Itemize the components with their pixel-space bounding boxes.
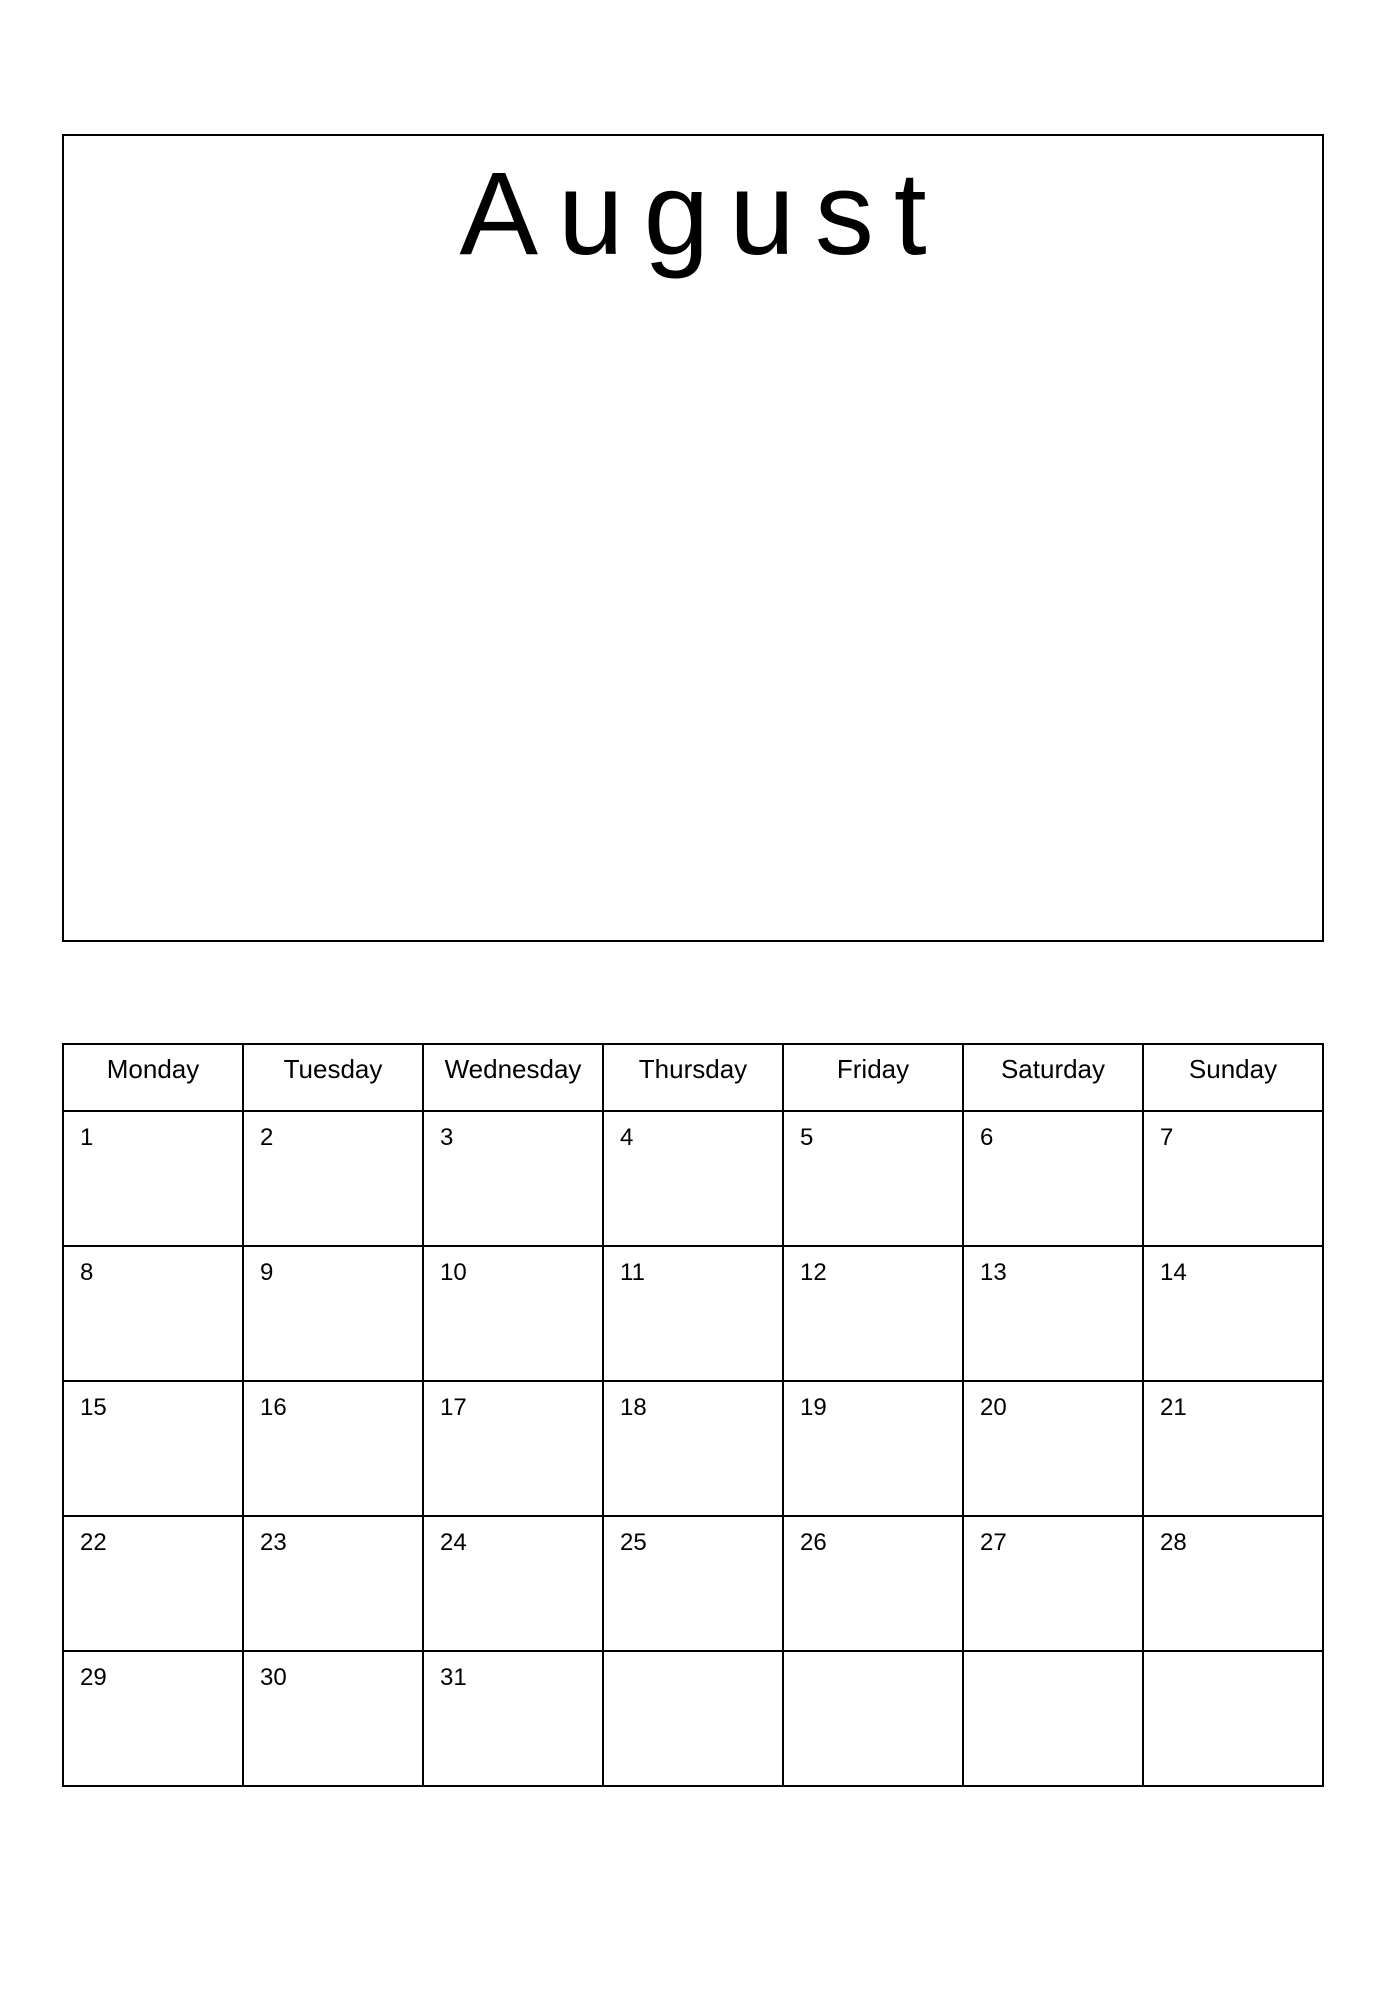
day-cell: 18 [603, 1381, 783, 1516]
day-cell: 4 [603, 1111, 783, 1246]
day-cell: 11 [603, 1246, 783, 1381]
day-cell: 13 [963, 1246, 1143, 1381]
day-cell: 6 [963, 1111, 1143, 1246]
day-cell: 19 [783, 1381, 963, 1516]
day-cell: 23 [243, 1516, 423, 1651]
month-title: August [459, 148, 947, 280]
day-cell: 9 [243, 1246, 423, 1381]
day-cell: 15 [63, 1381, 243, 1516]
day-cell: 16 [243, 1381, 423, 1516]
weekday-header: Tuesday [243, 1044, 423, 1111]
day-cell: 3 [423, 1111, 603, 1246]
day-cell: 24 [423, 1516, 603, 1651]
day-cell: 21 [1143, 1381, 1323, 1516]
day-cell: 2 [243, 1111, 423, 1246]
weekday-header: Wednesday [423, 1044, 603, 1111]
day-cell: 14 [1143, 1246, 1323, 1381]
photo-frame [62, 134, 1324, 942]
day-cell: 1 [63, 1111, 243, 1246]
day-cell: 8 [63, 1246, 243, 1381]
week-row [63, 1381, 1323, 1516]
day-cell [783, 1651, 963, 1786]
day-cell [963, 1651, 1143, 1786]
day-cell: 30 [243, 1651, 423, 1786]
day-cell [603, 1651, 783, 1786]
day-cell: 10 [423, 1246, 603, 1381]
day-cell: 29 [63, 1651, 243, 1786]
calendar-grid [62, 1043, 1324, 1787]
day-cell: 27 [963, 1516, 1143, 1651]
day-cell: 12 [783, 1246, 963, 1381]
weekday-header: Thursday [603, 1044, 783, 1111]
weekday-header: Sunday [1143, 1044, 1323, 1111]
day-cell: 26 [783, 1516, 963, 1651]
day-cell [1143, 1651, 1323, 1786]
day-cell: 25 [603, 1516, 783, 1651]
day-cell: 22 [63, 1516, 243, 1651]
weekday-header-row [63, 1044, 1323, 1111]
day-cell: 28 [1143, 1516, 1323, 1651]
day-cell: 20 [963, 1381, 1143, 1516]
week-row [63, 1111, 1323, 1246]
week-row [63, 1246, 1323, 1381]
day-cell: 31 [423, 1651, 603, 1786]
week-row [63, 1516, 1323, 1651]
day-cell: 5 [783, 1111, 963, 1246]
weekday-header: Friday [783, 1044, 963, 1111]
weekday-header: Saturday [963, 1044, 1143, 1111]
day-cell: 17 [423, 1381, 603, 1516]
week-row [63, 1651, 1323, 1786]
weekday-header: Monday [63, 1044, 243, 1111]
day-cell: 7 [1143, 1111, 1323, 1246]
